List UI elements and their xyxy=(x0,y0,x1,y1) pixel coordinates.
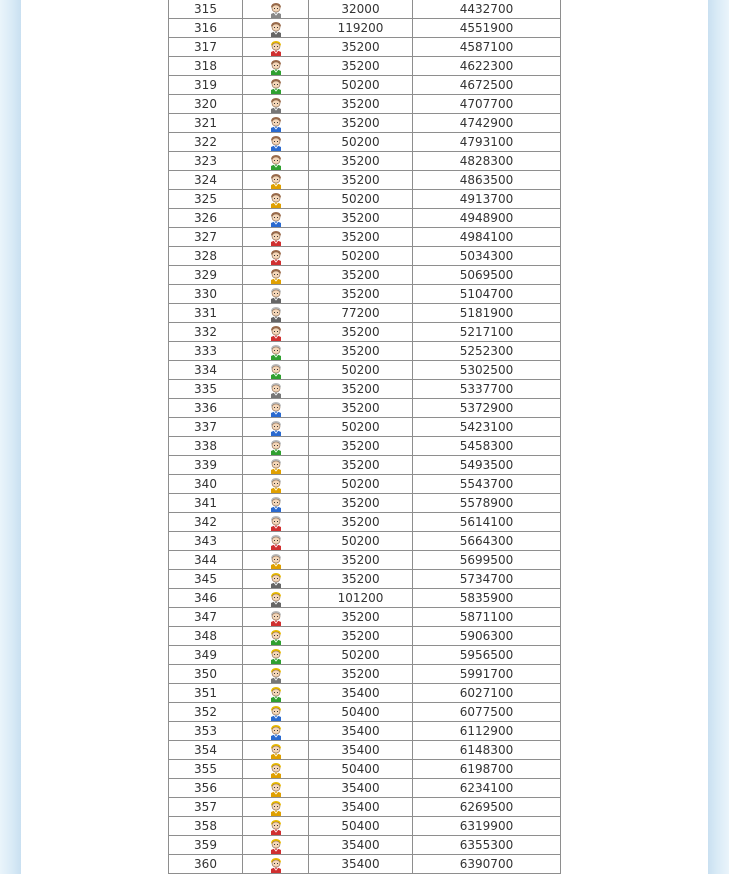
level-cell: 315 xyxy=(169,0,243,19)
exp-cell: 50200 xyxy=(309,247,413,266)
rank-icon xyxy=(268,325,284,341)
level-cell: 332 xyxy=(169,323,243,342)
exp-cell: 50200 xyxy=(309,361,413,380)
level-table xyxy=(168,0,561,874)
exp-cell: 50400 xyxy=(309,760,413,779)
icon-cell xyxy=(243,494,309,513)
exp-cell: 35200 xyxy=(309,323,413,342)
table-row xyxy=(169,798,561,817)
rank-icon xyxy=(268,382,284,398)
icon-cell xyxy=(243,171,309,190)
total-exp-cell: 4863500 xyxy=(413,171,561,190)
icon-cell xyxy=(243,741,309,760)
level-cell: 338 xyxy=(169,437,243,456)
rank-icon xyxy=(268,306,284,322)
table-row xyxy=(169,266,561,285)
exp-cell: 50400 xyxy=(309,817,413,836)
table-row xyxy=(169,19,561,38)
level-cell: 344 xyxy=(169,551,243,570)
rank-icon xyxy=(268,819,284,835)
table-row xyxy=(169,38,561,57)
exp-cell: 50200 xyxy=(309,646,413,665)
level-cell: 334 xyxy=(169,361,243,380)
table-row xyxy=(169,589,561,608)
table-row xyxy=(169,380,561,399)
exp-cell: 35200 xyxy=(309,456,413,475)
icon-cell xyxy=(243,209,309,228)
level-cell: 318 xyxy=(169,57,243,76)
icon-cell xyxy=(243,627,309,646)
level-cell: 360 xyxy=(169,855,243,874)
icon-cell xyxy=(243,703,309,722)
total-exp-cell: 5578900 xyxy=(413,494,561,513)
table-row xyxy=(169,171,561,190)
table-row xyxy=(169,57,561,76)
rank-icon xyxy=(268,2,284,18)
exp-cell: 35400 xyxy=(309,779,413,798)
table-row xyxy=(169,304,561,323)
total-exp-cell: 6112900 xyxy=(413,722,561,741)
rank-icon xyxy=(268,211,284,227)
level-cell: 320 xyxy=(169,95,243,114)
table-row xyxy=(169,570,561,589)
icon-cell xyxy=(243,608,309,627)
table-row xyxy=(169,817,561,836)
total-exp-cell: 5302500 xyxy=(413,361,561,380)
exp-cell: 35400 xyxy=(309,684,413,703)
rank-icon xyxy=(268,857,284,873)
exp-cell: 35200 xyxy=(309,95,413,114)
table-row xyxy=(169,456,561,475)
icon-cell xyxy=(243,418,309,437)
exp-cell: 35200 xyxy=(309,171,413,190)
total-exp-cell: 4672500 xyxy=(413,76,561,95)
table-row xyxy=(169,627,561,646)
level-cell: 356 xyxy=(169,779,243,798)
exp-cell: 32000 xyxy=(309,0,413,19)
table-row xyxy=(169,342,561,361)
exp-cell: 50200 xyxy=(309,418,413,437)
icon-cell xyxy=(243,570,309,589)
rank-icon xyxy=(268,781,284,797)
table-row xyxy=(169,247,561,266)
level-cell: 329 xyxy=(169,266,243,285)
exp-cell: 50400 xyxy=(309,703,413,722)
total-exp-cell: 5104700 xyxy=(413,285,561,304)
icon-cell xyxy=(243,817,309,836)
level-cell: 359 xyxy=(169,836,243,855)
icon-cell xyxy=(243,114,309,133)
exp-cell: 35400 xyxy=(309,855,413,874)
total-exp-cell: 5956500 xyxy=(413,646,561,665)
exp-cell: 35200 xyxy=(309,285,413,304)
icon-cell xyxy=(243,285,309,304)
table-row xyxy=(169,722,561,741)
exp-cell: 35200 xyxy=(309,437,413,456)
level-cell: 321 xyxy=(169,114,243,133)
rank-icon xyxy=(268,743,284,759)
table-row xyxy=(169,608,561,627)
level-cell: 316 xyxy=(169,19,243,38)
table-row xyxy=(169,475,561,494)
icon-cell xyxy=(243,665,309,684)
table-row xyxy=(169,133,561,152)
icon-cell xyxy=(243,152,309,171)
rank-icon xyxy=(268,363,284,379)
rank-icon xyxy=(268,116,284,132)
icon-cell xyxy=(243,456,309,475)
rank-icon xyxy=(268,667,284,683)
icon-cell xyxy=(243,38,309,57)
total-exp-cell: 5699500 xyxy=(413,551,561,570)
total-exp-cell: 5906300 xyxy=(413,627,561,646)
icon-cell xyxy=(243,836,309,855)
exp-cell: 35400 xyxy=(309,798,413,817)
table-row xyxy=(169,513,561,532)
level-cell: 319 xyxy=(169,76,243,95)
rank-icon xyxy=(268,249,284,265)
total-exp-cell: 6234100 xyxy=(413,779,561,798)
level-cell: 336 xyxy=(169,399,243,418)
total-exp-cell: 5252300 xyxy=(413,342,561,361)
table-row xyxy=(169,0,561,19)
rank-icon xyxy=(268,686,284,702)
icon-cell xyxy=(243,779,309,798)
exp-cell: 35200 xyxy=(309,627,413,646)
total-exp-cell: 4432700 xyxy=(413,0,561,19)
rank-icon xyxy=(268,230,284,246)
table-row xyxy=(169,760,561,779)
total-exp-cell: 6355300 xyxy=(413,836,561,855)
total-exp-cell: 5034300 xyxy=(413,247,561,266)
exp-cell: 50200 xyxy=(309,475,413,494)
table-row xyxy=(169,285,561,304)
rank-icon xyxy=(268,192,284,208)
exp-cell: 35400 xyxy=(309,722,413,741)
level-cell: 335 xyxy=(169,380,243,399)
exp-cell: 50200 xyxy=(309,76,413,95)
exp-cell: 35200 xyxy=(309,209,413,228)
table-row xyxy=(169,779,561,798)
table-row xyxy=(169,703,561,722)
rank-icon xyxy=(268,762,284,778)
icon-cell xyxy=(243,475,309,494)
total-exp-cell: 4622300 xyxy=(413,57,561,76)
level-cell: 331 xyxy=(169,304,243,323)
table-row xyxy=(169,437,561,456)
icon-cell xyxy=(243,133,309,152)
table-row xyxy=(169,361,561,380)
table-row xyxy=(169,209,561,228)
rank-icon xyxy=(268,553,284,569)
exp-cell: 35200 xyxy=(309,608,413,627)
total-exp-cell: 5337700 xyxy=(413,380,561,399)
total-exp-cell: 5871100 xyxy=(413,608,561,627)
total-exp-cell: 5372900 xyxy=(413,399,561,418)
rank-icon xyxy=(268,287,284,303)
icon-cell xyxy=(243,646,309,665)
icon-cell xyxy=(243,76,309,95)
level-table-body xyxy=(169,0,561,874)
rank-icon xyxy=(268,838,284,854)
table-row xyxy=(169,741,561,760)
icon-cell xyxy=(243,342,309,361)
level-cell: 325 xyxy=(169,190,243,209)
exp-cell: 101200 xyxy=(309,589,413,608)
level-cell: 353 xyxy=(169,722,243,741)
total-exp-cell: 4948900 xyxy=(413,209,561,228)
total-exp-cell: 5217100 xyxy=(413,323,561,342)
exp-cell: 50200 xyxy=(309,532,413,551)
exp-cell: 50200 xyxy=(309,190,413,209)
rank-icon xyxy=(268,648,284,664)
exp-cell: 35200 xyxy=(309,152,413,171)
rank-icon xyxy=(268,268,284,284)
total-exp-cell: 4707700 xyxy=(413,95,561,114)
exp-cell: 35400 xyxy=(309,836,413,855)
rank-icon xyxy=(268,21,284,37)
exp-cell: 35200 xyxy=(309,513,413,532)
table-row xyxy=(169,418,561,437)
icon-cell xyxy=(243,95,309,114)
rank-icon xyxy=(268,458,284,474)
table-row xyxy=(169,836,561,855)
icon-cell xyxy=(243,361,309,380)
table-row xyxy=(169,114,561,133)
rank-icon xyxy=(268,135,284,151)
level-cell: 323 xyxy=(169,152,243,171)
exp-cell: 77200 xyxy=(309,304,413,323)
total-exp-cell: 4984100 xyxy=(413,228,561,247)
exp-cell: 35200 xyxy=(309,266,413,285)
rank-icon xyxy=(268,154,284,170)
icon-cell xyxy=(243,855,309,874)
rank-icon xyxy=(268,800,284,816)
table-row xyxy=(169,399,561,418)
rank-icon xyxy=(268,496,284,512)
exp-cell: 35200 xyxy=(309,38,413,57)
exp-cell: 50200 xyxy=(309,133,413,152)
rank-icon xyxy=(268,705,284,721)
icon-cell xyxy=(243,437,309,456)
total-exp-cell: 4551900 xyxy=(413,19,561,38)
icon-cell xyxy=(243,323,309,342)
level-cell: 326 xyxy=(169,209,243,228)
total-exp-cell: 6198700 xyxy=(413,760,561,779)
icon-cell xyxy=(243,399,309,418)
level-cell: 327 xyxy=(169,228,243,247)
rank-icon xyxy=(268,439,284,455)
total-exp-cell: 5835900 xyxy=(413,589,561,608)
total-exp-cell: 6148300 xyxy=(413,741,561,760)
icon-cell xyxy=(243,228,309,247)
level-cell: 348 xyxy=(169,627,243,646)
level-cell: 352 xyxy=(169,703,243,722)
total-exp-cell: 4913700 xyxy=(413,190,561,209)
level-cell: 328 xyxy=(169,247,243,266)
rank-icon xyxy=(268,78,284,94)
icon-cell xyxy=(243,722,309,741)
icon-cell xyxy=(243,304,309,323)
level-cell: 355 xyxy=(169,760,243,779)
exp-cell: 35200 xyxy=(309,342,413,361)
table-row xyxy=(169,228,561,247)
total-exp-cell: 4793100 xyxy=(413,133,561,152)
total-exp-cell: 4742900 xyxy=(413,114,561,133)
icon-cell xyxy=(243,798,309,817)
level-cell: 341 xyxy=(169,494,243,513)
table-row xyxy=(169,190,561,209)
total-exp-cell: 4828300 xyxy=(413,152,561,171)
total-exp-cell: 6319900 xyxy=(413,817,561,836)
rank-icon xyxy=(268,629,284,645)
table-row xyxy=(169,855,561,874)
table-row xyxy=(169,665,561,684)
exp-cell: 35200 xyxy=(309,380,413,399)
exp-cell: 35200 xyxy=(309,570,413,589)
right-page-border xyxy=(708,0,729,874)
table-row xyxy=(169,323,561,342)
total-exp-cell: 5543700 xyxy=(413,475,561,494)
level-cell: 342 xyxy=(169,513,243,532)
rank-icon xyxy=(268,40,284,56)
icon-cell xyxy=(243,532,309,551)
exp-cell: 35200 xyxy=(309,399,413,418)
level-cell: 358 xyxy=(169,817,243,836)
left-page-border xyxy=(0,0,21,874)
table-row xyxy=(169,646,561,665)
icon-cell xyxy=(243,513,309,532)
rank-icon xyxy=(268,724,284,740)
rank-icon xyxy=(268,173,284,189)
table-row xyxy=(169,532,561,551)
level-cell: 345 xyxy=(169,570,243,589)
exp-cell: 35200 xyxy=(309,57,413,76)
level-cell: 340 xyxy=(169,475,243,494)
exp-cell: 119200 xyxy=(309,19,413,38)
total-exp-cell: 5423100 xyxy=(413,418,561,437)
total-exp-cell: 5614100 xyxy=(413,513,561,532)
level-cell: 350 xyxy=(169,665,243,684)
rank-icon xyxy=(268,477,284,493)
rank-icon xyxy=(268,97,284,113)
icon-cell xyxy=(243,266,309,285)
icon-cell xyxy=(243,760,309,779)
level-cell: 351 xyxy=(169,684,243,703)
total-exp-cell: 4587100 xyxy=(413,38,561,57)
level-cell: 333 xyxy=(169,342,243,361)
level-cell: 346 xyxy=(169,589,243,608)
table-row xyxy=(169,551,561,570)
rank-icon xyxy=(268,572,284,588)
rank-icon xyxy=(268,515,284,531)
table-row xyxy=(169,152,561,171)
table-row xyxy=(169,684,561,703)
level-cell: 330 xyxy=(169,285,243,304)
icon-cell xyxy=(243,19,309,38)
rank-icon xyxy=(268,401,284,417)
rank-icon xyxy=(268,534,284,550)
rank-icon xyxy=(268,420,284,436)
level-cell: 317 xyxy=(169,38,243,57)
level-cell: 347 xyxy=(169,608,243,627)
total-exp-cell: 6077500 xyxy=(413,703,561,722)
total-exp-cell: 5181900 xyxy=(413,304,561,323)
total-exp-cell: 5493500 xyxy=(413,456,561,475)
total-exp-cell: 6027100 xyxy=(413,684,561,703)
total-exp-cell: 5664300 xyxy=(413,532,561,551)
exp-cell: 35200 xyxy=(309,494,413,513)
total-exp-cell: 5458300 xyxy=(413,437,561,456)
total-exp-cell: 6390700 xyxy=(413,855,561,874)
icon-cell xyxy=(243,684,309,703)
level-cell: 337 xyxy=(169,418,243,437)
total-exp-cell: 5734700 xyxy=(413,570,561,589)
level-cell: 343 xyxy=(169,532,243,551)
rank-icon xyxy=(268,344,284,360)
icon-cell xyxy=(243,0,309,19)
table-row xyxy=(169,95,561,114)
table-row xyxy=(169,76,561,95)
icon-cell xyxy=(243,190,309,209)
icon-cell xyxy=(243,247,309,266)
icon-cell xyxy=(243,551,309,570)
icon-cell xyxy=(243,57,309,76)
exp-cell: 35400 xyxy=(309,741,413,760)
level-cell: 339 xyxy=(169,456,243,475)
exp-cell: 35200 xyxy=(309,665,413,684)
level-cell: 349 xyxy=(169,646,243,665)
exp-cell: 35200 xyxy=(309,228,413,247)
exp-cell: 35200 xyxy=(309,114,413,133)
table-row xyxy=(169,494,561,513)
rank-icon xyxy=(268,591,284,607)
total-exp-cell: 6269500 xyxy=(413,798,561,817)
rank-icon xyxy=(268,59,284,75)
level-cell: 357 xyxy=(169,798,243,817)
level-cell: 324 xyxy=(169,171,243,190)
icon-cell xyxy=(243,589,309,608)
level-cell: 354 xyxy=(169,741,243,760)
total-exp-cell: 5069500 xyxy=(413,266,561,285)
rank-icon xyxy=(268,610,284,626)
level-cell: 322 xyxy=(169,133,243,152)
total-exp-cell: 5991700 xyxy=(413,665,561,684)
icon-cell xyxy=(243,380,309,399)
exp-cell: 35200 xyxy=(309,551,413,570)
